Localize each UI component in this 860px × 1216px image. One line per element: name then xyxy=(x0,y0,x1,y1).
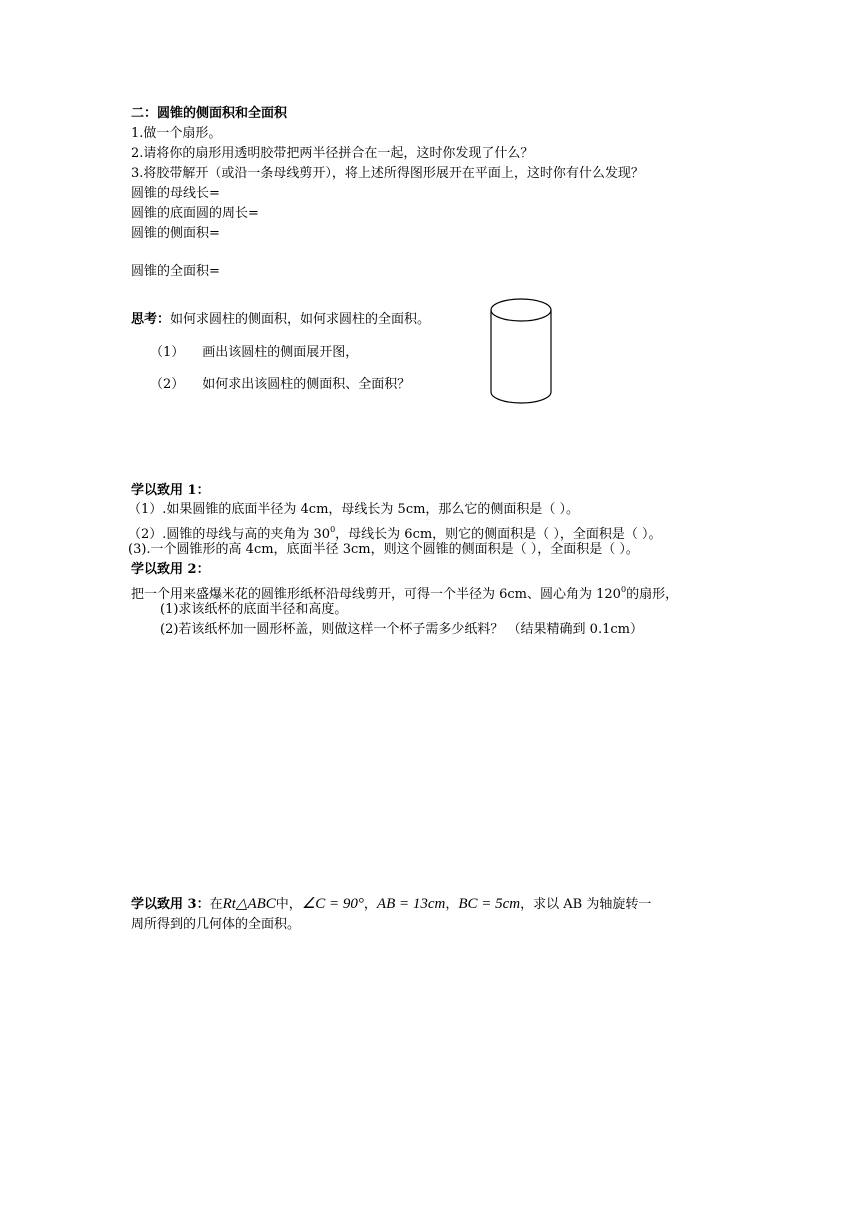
step-3: 3.将胶带解开（或沿一条母线剪开），将上述所得图形展开在平面上，这时你有什么发现？ xyxy=(131,166,644,181)
problem-text: 把一个用来盛爆米花的圆锥形纸杯沿母线剪开，可得一个半径为 6cm、圆心角为 120 xyxy=(131,587,621,602)
think-text: 如何求圆柱的侧面积，如何求圆柱的全面积。 xyxy=(170,312,431,327)
application-2-title: 学以致用 2： xyxy=(131,562,210,577)
item-text: ，母线长为 6cm，则它的侧面积是（ ），全面积是（ ）。 xyxy=(335,527,662,542)
separator: ， xyxy=(363,897,377,912)
separator: ， xyxy=(445,897,459,912)
degree-superscript: 0 xyxy=(330,525,336,534)
think-label: 思考： xyxy=(131,312,171,327)
cylinder-figure-icon xyxy=(488,296,556,408)
application-2-question-2: (2)若该纸杯加一圆形杯盖，则做这样一个杯子需多少纸料？ （结果精确到 0.1cm） xyxy=(160,622,643,637)
degree-superscript: 0 xyxy=(620,585,627,594)
step-2: 2.请将你的扇形用透明胶带把两半径拼合在一起，这时你发现了什么？ xyxy=(131,146,534,161)
question-number: （2） xyxy=(150,377,185,392)
application-1-title: 学以致用 1： xyxy=(131,483,210,498)
item-text: （2）.圆锥的母线与高的夹角为 30 xyxy=(128,527,331,542)
think-paragraph xyxy=(131,310,430,330)
think-question-1 xyxy=(150,343,358,363)
section-title: 二：圆锥的侧面积和全面积 xyxy=(131,106,288,121)
lateral-area-line: 圆锥的侧面积= xyxy=(131,226,220,241)
problem-text: 的扇形， xyxy=(626,587,679,602)
problem-text: ，求以 AB 为轴旋转一 xyxy=(520,897,652,912)
problem-text: 中， xyxy=(275,897,302,912)
application-3-title: 学以致用 3： xyxy=(131,897,210,912)
ab-length: AB = 13cm xyxy=(376,896,446,912)
application-1-item-1: （1）.如果圆锥的底面半径为 4cm，母线长为 5cm，那么它的侧面积是（ ）。 xyxy=(128,502,580,517)
question-number: （1） xyxy=(150,345,185,360)
think-question-2 xyxy=(150,375,410,395)
question-text: 如何求出该圆柱的侧面积、全面积？ xyxy=(202,377,411,392)
base-perimeter-line: 圆锥的底面圆的周长= xyxy=(131,206,259,221)
application-1-item-3: (3).一个圆锥形的高 4cm，底面半径 3cm，则这个圆锥的侧面积是（ ），全面积是（ ）。 xyxy=(128,542,639,557)
total-area-line: 圆锥的全面积= xyxy=(131,264,220,279)
question-text: 画出该圆柱的侧面展开图， xyxy=(202,345,359,360)
problem-text: 在 xyxy=(209,897,223,912)
generatrix-line: 圆锥的母线长= xyxy=(131,186,220,201)
application-3-line-2: 周所得到的几何体的全面积。 xyxy=(131,917,301,932)
bc-length: BC = 5cm xyxy=(458,896,521,912)
application-3-paragraph xyxy=(131,894,651,915)
angle-condition: ∠C = 90° xyxy=(301,896,364,912)
step-1: 1.做一个扇形。 xyxy=(131,126,222,141)
application-2-question-1: (1)求该纸杯的底面半径和高度。 xyxy=(160,602,348,617)
triangle-name: Rt△ABC xyxy=(222,896,276,912)
